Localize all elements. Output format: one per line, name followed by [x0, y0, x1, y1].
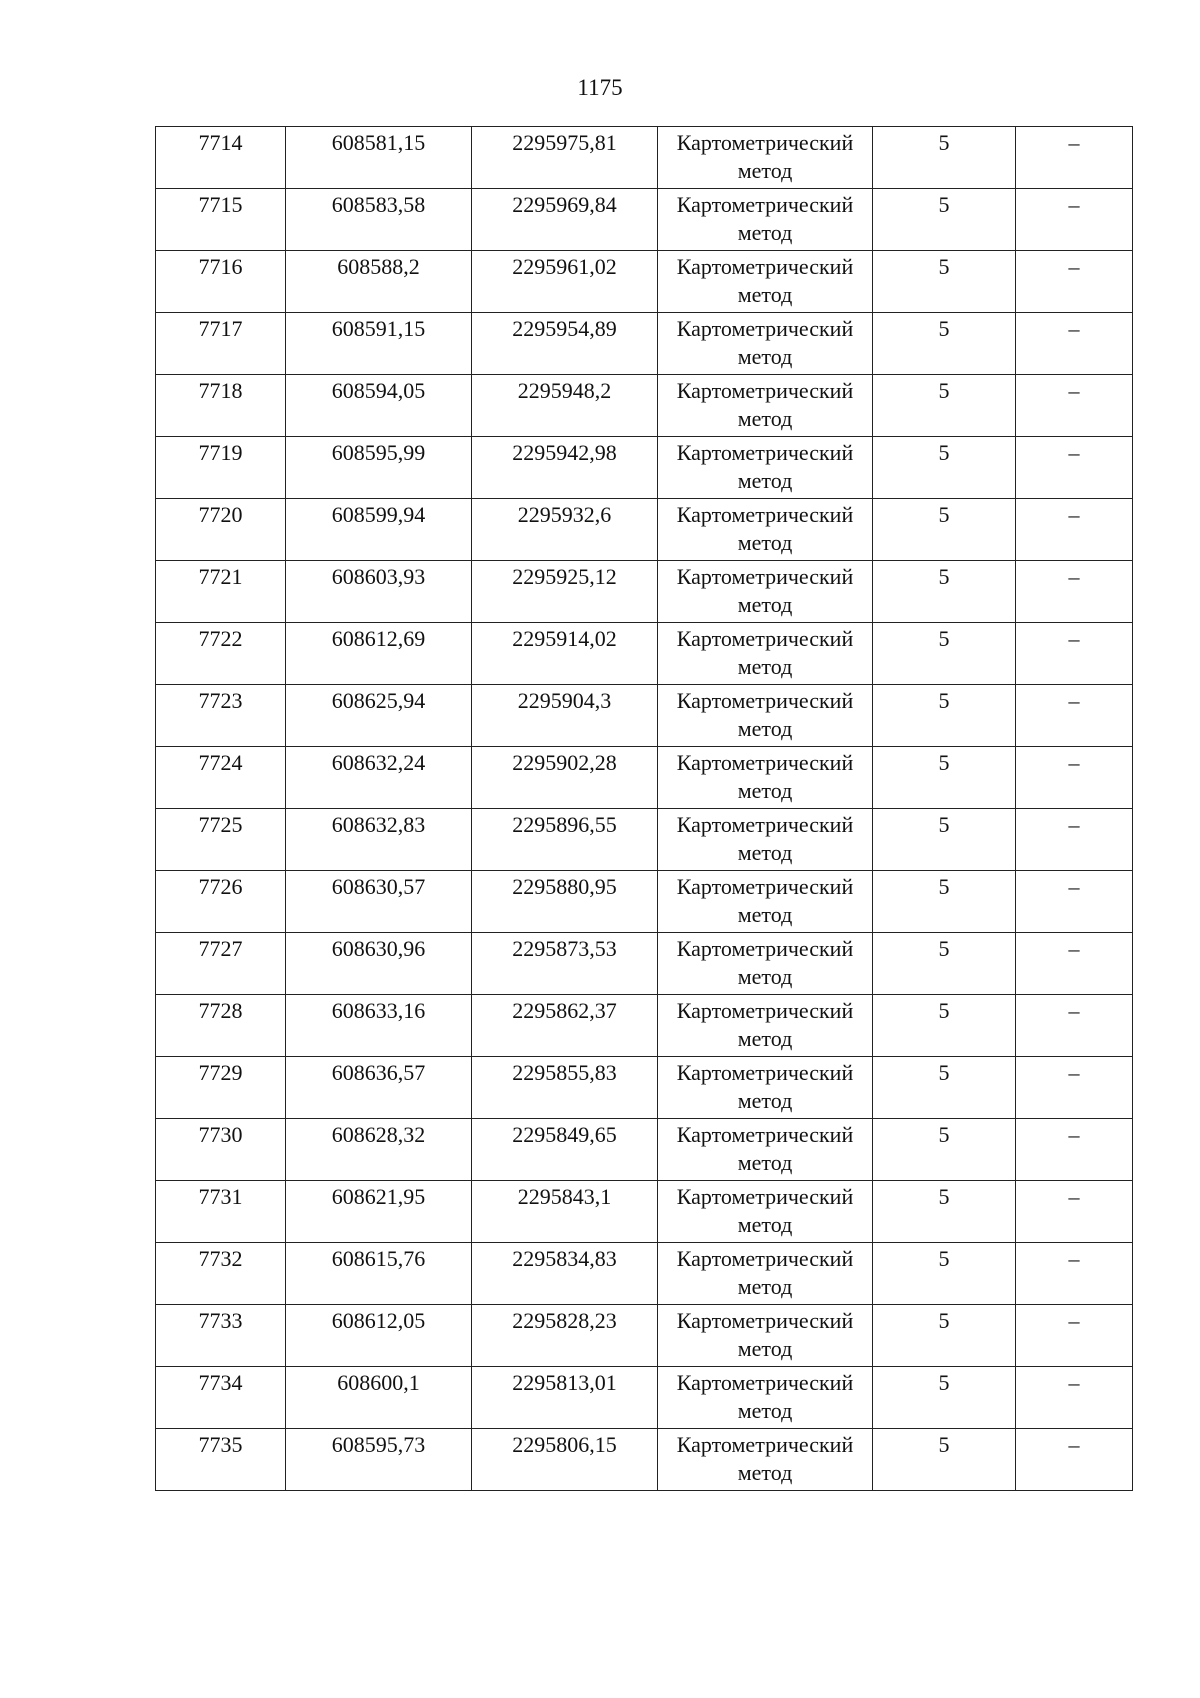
method-text: Картометрический метод [676, 192, 854, 245]
method-text: Картометрический метод [676, 1184, 854, 1237]
note-text: – [1068, 502, 1080, 527]
point-number-cell [156, 1367, 286, 1429]
x-coordinate-text: 608628,32 [331, 1122, 426, 1147]
y-coordinate-text: 2295873,53 [512, 936, 617, 961]
y-coordinate-text: 2295855,83 [512, 1060, 617, 1085]
accuracy-cell [873, 747, 1016, 809]
accuracy-cell [873, 1243, 1016, 1305]
accuracy-text: 5 [938, 688, 950, 713]
method-cell [658, 1181, 873, 1243]
accuracy-text: 5 [938, 440, 950, 465]
point-number-text: 7715 [198, 192, 243, 217]
method-cell [658, 251, 873, 313]
method-cell [658, 437, 873, 499]
table-row [156, 871, 1133, 933]
method-cell [658, 1305, 873, 1367]
x-coordinate-text: 608595,73 [331, 1432, 426, 1457]
accuracy-text: 5 [938, 564, 950, 589]
method-text: Картометрический метод [676, 1432, 854, 1485]
point-number-cell [156, 561, 286, 623]
y-coordinate-cell [472, 1429, 658, 1491]
table-row [156, 375, 1133, 437]
method-cell [658, 995, 873, 1057]
note-text: – [1068, 564, 1080, 589]
note-text: – [1068, 1370, 1080, 1395]
x-coordinate-text: 608583,58 [331, 192, 426, 217]
y-coordinate-text: 2295813,01 [512, 1370, 617, 1395]
y-coordinate-text: 2295925,12 [512, 564, 617, 589]
point-number-cell [156, 313, 286, 375]
accuracy-cell [873, 499, 1016, 561]
table-row [156, 1305, 1133, 1367]
accuracy-text: 5 [938, 812, 950, 837]
note-cell [1016, 561, 1133, 623]
accuracy-text: 5 [938, 936, 950, 961]
y-coordinate-text: 2295961,02 [512, 254, 617, 279]
accuracy-cell [873, 1305, 1016, 1367]
y-coordinate-cell [472, 685, 658, 747]
point-number-cell [156, 685, 286, 747]
point-number-text: 7726 [198, 874, 243, 899]
y-coordinate-text: 2295843,1 [517, 1184, 612, 1209]
method-cell [658, 375, 873, 437]
point-number-text: 7721 [198, 564, 243, 589]
accuracy-cell [873, 1057, 1016, 1119]
accuracy-text: 5 [938, 1308, 950, 1333]
method-text: Картометрический метод [676, 502, 854, 555]
note-text: – [1068, 1246, 1080, 1271]
y-coordinate-cell [472, 623, 658, 685]
point-number-text: 7717 [198, 316, 243, 341]
note-cell [1016, 1057, 1133, 1119]
table-row [156, 313, 1133, 375]
x-coordinate-cell [286, 1305, 472, 1367]
y-coordinate-cell [472, 561, 658, 623]
note-cell [1016, 933, 1133, 995]
x-coordinate-cell [286, 251, 472, 313]
method-cell [658, 1057, 873, 1119]
note-text: – [1068, 1308, 1080, 1333]
method-cell [658, 313, 873, 375]
x-coordinate-cell [286, 1057, 472, 1119]
x-coordinate-text: 608599,94 [331, 502, 426, 527]
y-coordinate-cell [472, 871, 658, 933]
accuracy-text: 5 [938, 254, 950, 279]
y-coordinate-cell [472, 933, 658, 995]
accuracy-text: 5 [938, 1122, 950, 1147]
method-text: Картометрический метод [676, 812, 854, 865]
y-coordinate-cell [472, 1181, 658, 1243]
accuracy-cell [873, 251, 1016, 313]
point-number-cell [156, 995, 286, 1057]
y-coordinate-cell [472, 1367, 658, 1429]
note-cell [1016, 1119, 1133, 1181]
note-cell [1016, 375, 1133, 437]
method-text: Картометрический метод [676, 1060, 854, 1113]
method-text: Картометрический метод [676, 750, 854, 803]
point-number-cell [156, 437, 286, 499]
table-row [156, 437, 1133, 499]
x-coordinate-text: 608594,05 [331, 378, 426, 403]
method-cell [658, 499, 873, 561]
point-number-text: 7716 [198, 254, 243, 279]
method-text: Картометрический метод [676, 378, 854, 431]
y-coordinate-text: 2295902,28 [512, 750, 617, 775]
note-text: – [1068, 254, 1080, 279]
y-coordinate-cell [472, 995, 658, 1057]
y-coordinate-cell [472, 1119, 658, 1181]
coordinates-table [155, 126, 1133, 1491]
y-coordinate-cell [472, 127, 658, 189]
x-coordinate-cell [286, 1429, 472, 1491]
x-coordinate-text: 608632,83 [331, 812, 426, 837]
note-cell [1016, 685, 1133, 747]
x-coordinate-text: 608632,24 [331, 750, 426, 775]
note-cell [1016, 1243, 1133, 1305]
table-row [156, 1057, 1133, 1119]
point-number-text: 7727 [198, 936, 243, 961]
y-coordinate-text: 2295904,3 [517, 688, 612, 713]
y-coordinate-cell [472, 747, 658, 809]
x-coordinate-text: 608636,57 [331, 1060, 426, 1085]
table-body [156, 127, 1133, 1491]
point-number-cell [156, 1305, 286, 1367]
accuracy-text: 5 [938, 998, 950, 1023]
y-coordinate-text: 2295828,23 [512, 1308, 617, 1333]
note-cell [1016, 251, 1133, 313]
y-coordinate-text: 2295969,84 [512, 192, 617, 217]
y-coordinate-cell [472, 375, 658, 437]
method-text: Картометрический метод [676, 1370, 854, 1423]
point-number-text: 7725 [198, 812, 243, 837]
point-number-cell [156, 189, 286, 251]
point-number-cell [156, 1181, 286, 1243]
x-coordinate-cell [286, 1367, 472, 1429]
note-cell [1016, 499, 1133, 561]
x-coordinate-text: 608595,99 [331, 440, 426, 465]
y-coordinate-text: 2295975,81 [512, 130, 617, 155]
method-text: Картометрический метод [676, 688, 854, 741]
y-coordinate-text: 2295849,65 [512, 1122, 617, 1147]
x-coordinate-cell [286, 871, 472, 933]
point-number-cell [156, 809, 286, 871]
x-coordinate-text: 608615,76 [331, 1246, 426, 1271]
note-text: – [1068, 626, 1080, 651]
point-number-text: 7734 [198, 1370, 243, 1395]
method-cell [658, 561, 873, 623]
x-coordinate-text: 608581,15 [331, 130, 426, 155]
x-coordinate-cell [286, 933, 472, 995]
note-cell [1016, 1429, 1133, 1491]
y-coordinate-cell [472, 809, 658, 871]
point-number-text: 7719 [198, 440, 243, 465]
y-coordinate-text: 2295914,02 [512, 626, 617, 651]
point-number-cell [156, 127, 286, 189]
note-cell [1016, 1181, 1133, 1243]
point-number-text: 7728 [198, 998, 243, 1023]
y-coordinate-text: 2295806,15 [512, 1432, 617, 1457]
x-coordinate-cell [286, 1243, 472, 1305]
point-number-text: 7714 [198, 130, 243, 155]
y-coordinate-cell [472, 1243, 658, 1305]
method-text: Картометрический метод [676, 564, 854, 617]
y-coordinate-text: 2295880,95 [512, 874, 617, 899]
x-coordinate-cell [286, 437, 472, 499]
method-text: Картометрический метод [676, 998, 854, 1051]
accuracy-text: 5 [938, 1370, 950, 1395]
accuracy-cell [873, 685, 1016, 747]
note-text: – [1068, 378, 1080, 403]
note-text: – [1068, 1432, 1080, 1457]
method-cell [658, 189, 873, 251]
table-row [156, 1429, 1133, 1491]
table-row [156, 189, 1133, 251]
accuracy-cell [873, 809, 1016, 871]
x-coordinate-text: 608630,96 [331, 936, 426, 961]
method-cell [658, 1243, 873, 1305]
method-text: Картометрический метод [676, 316, 854, 369]
point-number-cell [156, 1429, 286, 1491]
point-number-text: 7731 [198, 1184, 243, 1209]
x-coordinate-text: 608591,15 [331, 316, 426, 341]
note-text: – [1068, 874, 1080, 899]
x-coordinate-cell [286, 685, 472, 747]
accuracy-text: 5 [938, 874, 950, 899]
x-coordinate-text: 608612,05 [331, 1308, 426, 1333]
accuracy-text: 5 [938, 378, 950, 403]
x-coordinate-text: 608612,69 [331, 626, 426, 651]
accuracy-cell [873, 933, 1016, 995]
x-coordinate-cell [286, 375, 472, 437]
point-number-text: 7730 [198, 1122, 243, 1147]
point-number-cell [156, 623, 286, 685]
method-text: Картометрический метод [676, 440, 854, 493]
x-coordinate-cell [286, 127, 472, 189]
note-cell [1016, 127, 1133, 189]
table-row [156, 747, 1133, 809]
method-text: Картометрический метод [676, 936, 854, 989]
x-coordinate-cell [286, 995, 472, 1057]
accuracy-text: 5 [938, 1246, 950, 1271]
note-cell [1016, 809, 1133, 871]
y-coordinate-text: 2295948,2 [517, 378, 612, 403]
method-cell [658, 747, 873, 809]
note-cell [1016, 623, 1133, 685]
x-coordinate-text: 608625,94 [331, 688, 426, 713]
x-coordinate-cell [286, 189, 472, 251]
table-row [156, 933, 1133, 995]
note-text: – [1068, 440, 1080, 465]
point-number-text: 7723 [198, 688, 243, 713]
x-coordinate-cell [286, 623, 472, 685]
accuracy-text: 5 [938, 750, 950, 775]
table-row [156, 1243, 1133, 1305]
x-coordinate-cell [286, 747, 472, 809]
y-coordinate-cell [472, 313, 658, 375]
note-text: – [1068, 812, 1080, 837]
x-coordinate-cell [286, 1181, 472, 1243]
accuracy-cell [873, 437, 1016, 499]
x-coordinate-text: 608603,93 [331, 564, 426, 589]
accuracy-cell [873, 313, 1016, 375]
accuracy-cell [873, 1429, 1016, 1491]
point-number-text: 7722 [198, 626, 243, 651]
table-row [156, 685, 1133, 747]
note-text: – [1068, 750, 1080, 775]
page-number: 1175 [577, 75, 623, 100]
table-row [156, 1367, 1133, 1429]
point-number-text: 7733 [198, 1308, 243, 1333]
point-number-text: 7718 [198, 378, 243, 403]
note-text: – [1068, 1122, 1080, 1147]
note-cell [1016, 189, 1133, 251]
table-row [156, 623, 1133, 685]
note-text: – [1068, 998, 1080, 1023]
x-coordinate-cell [286, 313, 472, 375]
accuracy-cell [873, 1367, 1016, 1429]
accuracy-cell [873, 1181, 1016, 1243]
table-row [156, 499, 1133, 561]
y-coordinate-cell [472, 189, 658, 251]
note-cell [1016, 747, 1133, 809]
point-number-cell [156, 933, 286, 995]
method-text: Картометрический метод [676, 626, 854, 679]
point-number-text: 7735 [198, 1432, 243, 1457]
method-text: Картометрический метод [676, 1122, 854, 1175]
point-number-cell [156, 1119, 286, 1181]
method-cell [658, 1367, 873, 1429]
note-text: – [1068, 316, 1080, 341]
note-text: – [1068, 192, 1080, 217]
point-number-cell [156, 747, 286, 809]
accuracy-cell [873, 375, 1016, 437]
x-coordinate-cell [286, 499, 472, 561]
table-row [156, 1119, 1133, 1181]
accuracy-cell [873, 623, 1016, 685]
y-coordinate-text: 2295896,55 [512, 812, 617, 837]
point-number-cell [156, 251, 286, 313]
note-text: – [1068, 1184, 1080, 1209]
accuracy-cell [873, 561, 1016, 623]
table-row [156, 809, 1133, 871]
point-number-cell [156, 1243, 286, 1305]
note-cell [1016, 313, 1133, 375]
accuracy-text: 5 [938, 1432, 950, 1457]
accuracy-cell [873, 189, 1016, 251]
accuracy-text: 5 [938, 130, 950, 155]
note-cell [1016, 995, 1133, 1057]
accuracy-text: 5 [938, 316, 950, 341]
method-text: Картометрический метод [676, 1246, 854, 1299]
method-text: Картометрический метод [676, 874, 854, 927]
y-coordinate-cell [472, 1057, 658, 1119]
point-number-cell [156, 1057, 286, 1119]
method-cell [658, 933, 873, 995]
x-coordinate-text: 608588,2 [337, 254, 420, 279]
x-coordinate-cell [286, 809, 472, 871]
x-coordinate-text: 608630,57 [331, 874, 426, 899]
point-number-text: 7720 [198, 502, 243, 527]
y-coordinate-text: 2295834,83 [512, 1246, 617, 1271]
y-coordinate-cell [472, 251, 658, 313]
table-row [156, 995, 1133, 1057]
accuracy-text: 5 [938, 1184, 950, 1209]
note-cell [1016, 871, 1133, 933]
note-text: – [1068, 130, 1080, 155]
accuracy-cell [873, 127, 1016, 189]
y-coordinate-text: 2295862,37 [512, 998, 617, 1023]
note-text: – [1068, 688, 1080, 713]
method-cell [658, 685, 873, 747]
accuracy-cell [873, 995, 1016, 1057]
method-text: Картометрический метод [676, 130, 854, 183]
method-text: Картометрический метод [676, 254, 854, 307]
accuracy-text: 5 [938, 626, 950, 651]
x-coordinate-cell [286, 561, 472, 623]
method-cell [658, 623, 873, 685]
point-number-cell [156, 871, 286, 933]
method-cell [658, 871, 873, 933]
note-cell [1016, 437, 1133, 499]
point-number-cell [156, 375, 286, 437]
y-coordinate-cell [472, 437, 658, 499]
y-coordinate-text: 2295954,89 [512, 316, 617, 341]
table-row [156, 127, 1133, 189]
method-cell [658, 127, 873, 189]
note-text: – [1068, 936, 1080, 961]
y-coordinate-cell [472, 1305, 658, 1367]
accuracy-cell [873, 871, 1016, 933]
table-row [156, 1181, 1133, 1243]
method-cell [658, 1429, 873, 1491]
accuracy-cell [873, 1119, 1016, 1181]
y-coordinate-cell [472, 499, 658, 561]
accuracy-text: 5 [938, 1060, 950, 1085]
y-coordinate-text: 2295932,6 [517, 502, 612, 527]
point-number-text: 7732 [198, 1246, 243, 1271]
accuracy-text: 5 [938, 502, 950, 527]
method-cell [658, 1119, 873, 1181]
table-row [156, 251, 1133, 313]
point-number-cell [156, 499, 286, 561]
y-coordinate-text: 2295942,98 [512, 440, 617, 465]
table-row [156, 561, 1133, 623]
note-text: – [1068, 1060, 1080, 1085]
point-number-text: 7724 [198, 750, 243, 775]
note-cell [1016, 1305, 1133, 1367]
accuracy-text: 5 [938, 192, 950, 217]
x-coordinate-text: 608600,1 [337, 1370, 420, 1395]
x-coordinate-text: 608633,16 [331, 998, 426, 1023]
note-cell [1016, 1367, 1133, 1429]
x-coordinate-cell [286, 1119, 472, 1181]
method-text: Картометрический метод [676, 1308, 854, 1361]
method-cell [658, 809, 873, 871]
x-coordinate-text: 608621,95 [331, 1184, 426, 1209]
point-number-text: 7729 [198, 1060, 243, 1085]
